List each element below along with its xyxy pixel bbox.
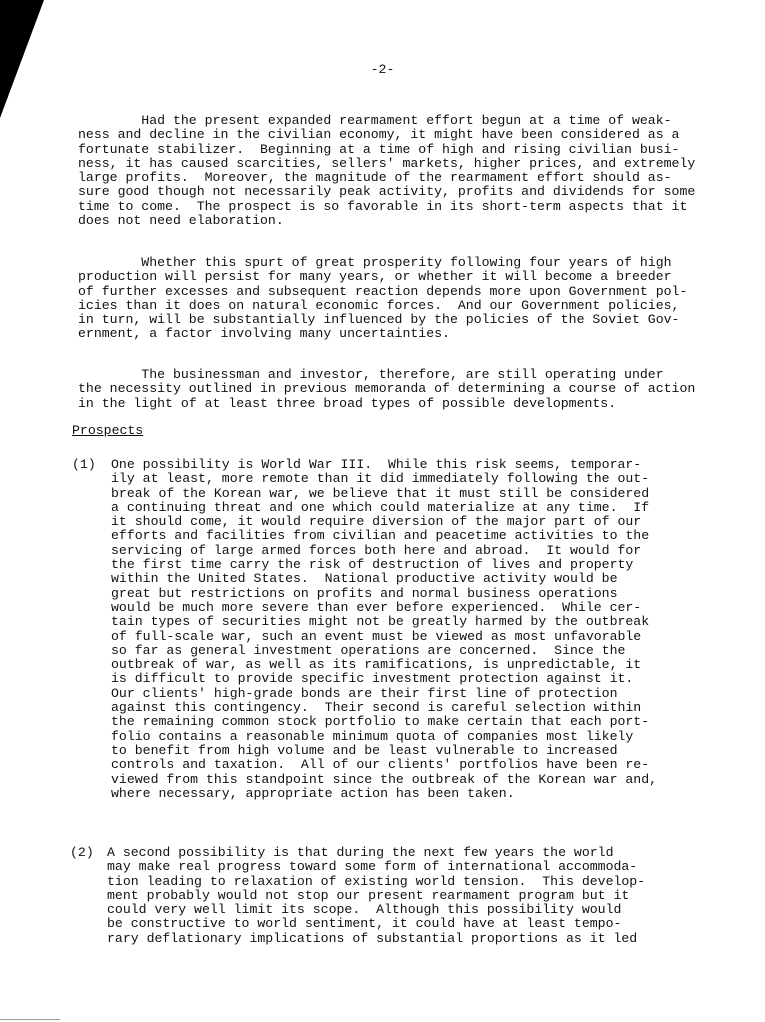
paragraph-line: the necessity outlined in previous memoranda of determining a course of action bbox=[78, 381, 696, 397]
list-item-world-war bbox=[111, 458, 657, 801]
list-marker-2: (2) bbox=[70, 845, 94, 860]
bottom-edge-rule bbox=[0, 1019, 60, 1020]
paragraph-line: ness and decline in the civilian economy, it might have been considered as a bbox=[78, 127, 680, 143]
list-item-line: break of the Korean war, we believe that it must still be considered bbox=[111, 485, 650, 501]
list-item-line: rary deflationary implications of substantial proportions as it led bbox=[107, 930, 638, 946]
list-item-line: tain types of securities might not be greatly harmed by the outbreak bbox=[111, 614, 650, 630]
list-item-line: great but restrictions on profits and normal business operations bbox=[111, 585, 618, 601]
paragraph-line: time to come. The prospect is so favorable in its short-term aspects that it bbox=[78, 198, 688, 214]
list-item-line: One possibility is World War III. While this risk seems, temporar- bbox=[111, 457, 642, 472]
paragraph-prosperity-outlook bbox=[78, 256, 687, 342]
list-item-line: of full-scale war, such an event must be viewed as most unfavorable bbox=[111, 628, 642, 644]
paragraph-line: Whether this spurt of great prosperity following four years of high bbox=[78, 255, 672, 270]
list-item-line: would be much more severe than ever before experienced. While cer- bbox=[111, 599, 642, 615]
list-item-line: ily at least, more remote than it did immediately following the out- bbox=[111, 471, 650, 487]
list-item-line: Our clients' high-grade bonds are their first line of protection bbox=[111, 685, 618, 701]
paragraph-businessman-investor bbox=[78, 368, 695, 411]
paragraph-rearmament-effort bbox=[78, 114, 695, 228]
list-item-line: it should come, it would require diversion of the major part of our bbox=[111, 514, 642, 530]
list-item-line: A second possibility is that during the next few years the world bbox=[107, 845, 614, 860]
list-item-line: be constructive to world sentiment, it could have at least tempo- bbox=[107, 916, 622, 932]
list-marker-1: (1) bbox=[72, 457, 96, 472]
list-item-line: is difficult to provide specific investment protection against it. bbox=[111, 671, 634, 687]
paragraph-line: icies than it does on natural economic forces. And our Government policies, bbox=[78, 297, 680, 313]
list-item-line: folio contains a reasonable minimum quota of companies most likely bbox=[111, 728, 634, 744]
list-item-line: controls and taxation. All of our clients' portfolios have been re- bbox=[111, 757, 650, 773]
paragraph-line: in turn, will be substantially influenced by the policies of the Soviet Gov- bbox=[78, 312, 680, 328]
page-number: -2- bbox=[370, 62, 395, 77]
list-item-line: to benefit from high volume and be least vulnerable to increased bbox=[111, 742, 618, 758]
paragraph-line: large profits. Moreover, the magnitude of the rearmament effort should as- bbox=[78, 170, 672, 186]
paragraph-line: Had the present expanded rearmament effort begun at a time of weak- bbox=[78, 113, 672, 128]
paragraph-line: fortunate stabilizer. Beginning at a time of high and rising civilian busi- bbox=[78, 141, 680, 157]
paragraph-line: does not need elaboration. bbox=[78, 213, 284, 229]
list-item-line: against this contingency. Their second is careful selection within bbox=[111, 700, 642, 716]
list-item-line: viewed from this standpoint since the outbreak of the Korean war and, bbox=[111, 771, 658, 787]
paragraph-line: of further excesses and subsequent reaction depends more upon Government pol- bbox=[78, 283, 688, 299]
paragraph-line: sure good though not necessarily peak activity, profits and dividends for some bbox=[78, 184, 696, 200]
list-item-line: outbreak of war, as well as its ramifications, is unpredictable, it bbox=[111, 657, 642, 673]
section-heading-prospects: Prospects bbox=[72, 423, 144, 438]
list-item-line: within the United States. National productive activity would be bbox=[111, 571, 618, 587]
paragraph-line: ernment, a factor involving many uncertainties. bbox=[78, 326, 450, 342]
list-item-line: the remaining common stock portfolio to make certain that each port- bbox=[111, 714, 650, 730]
paragraph-line: ness, it has caused scarcities, sellers' markets, higher prices, and extremely bbox=[78, 155, 696, 171]
list-item-line: where necessary, appropriate action has been taken. bbox=[111, 785, 515, 801]
list-item-line: the first time carry the risk of destruction of lives and property bbox=[111, 557, 634, 573]
list-item-international-accommodation bbox=[107, 846, 645, 946]
list-item-line: efforts and facilities from civilian and peacetime activities to the bbox=[111, 528, 650, 544]
list-item-line: ment probably would not stop our present rearmament program but it bbox=[107, 887, 630, 903]
paragraph-line: production will persist for many years, or whether it will become a breeder bbox=[78, 269, 672, 285]
list-item-line: a continuing threat and one which could materialize at any time. If bbox=[111, 499, 650, 515]
scan-corner-mark bbox=[0, 0, 44, 118]
list-item-line: servicing of large armed forces both here and abroad. It would for bbox=[111, 542, 642, 558]
list-item-line: so far as general investment operations are concerned. Since the bbox=[111, 642, 626, 658]
paragraph-line: The businessman and investor, therefore, are still operating under bbox=[78, 367, 664, 382]
paragraph-line: in the light of at least three broad types of possible developments. bbox=[78, 395, 617, 411]
list-item-line: may make real progress toward some form of international accommoda- bbox=[107, 859, 638, 875]
list-item-line: tion leading to relaxation of existing world tension. This develop- bbox=[107, 873, 646, 889]
list-item-line: could very well limit its scope. Although this possibility would bbox=[107, 902, 622, 918]
